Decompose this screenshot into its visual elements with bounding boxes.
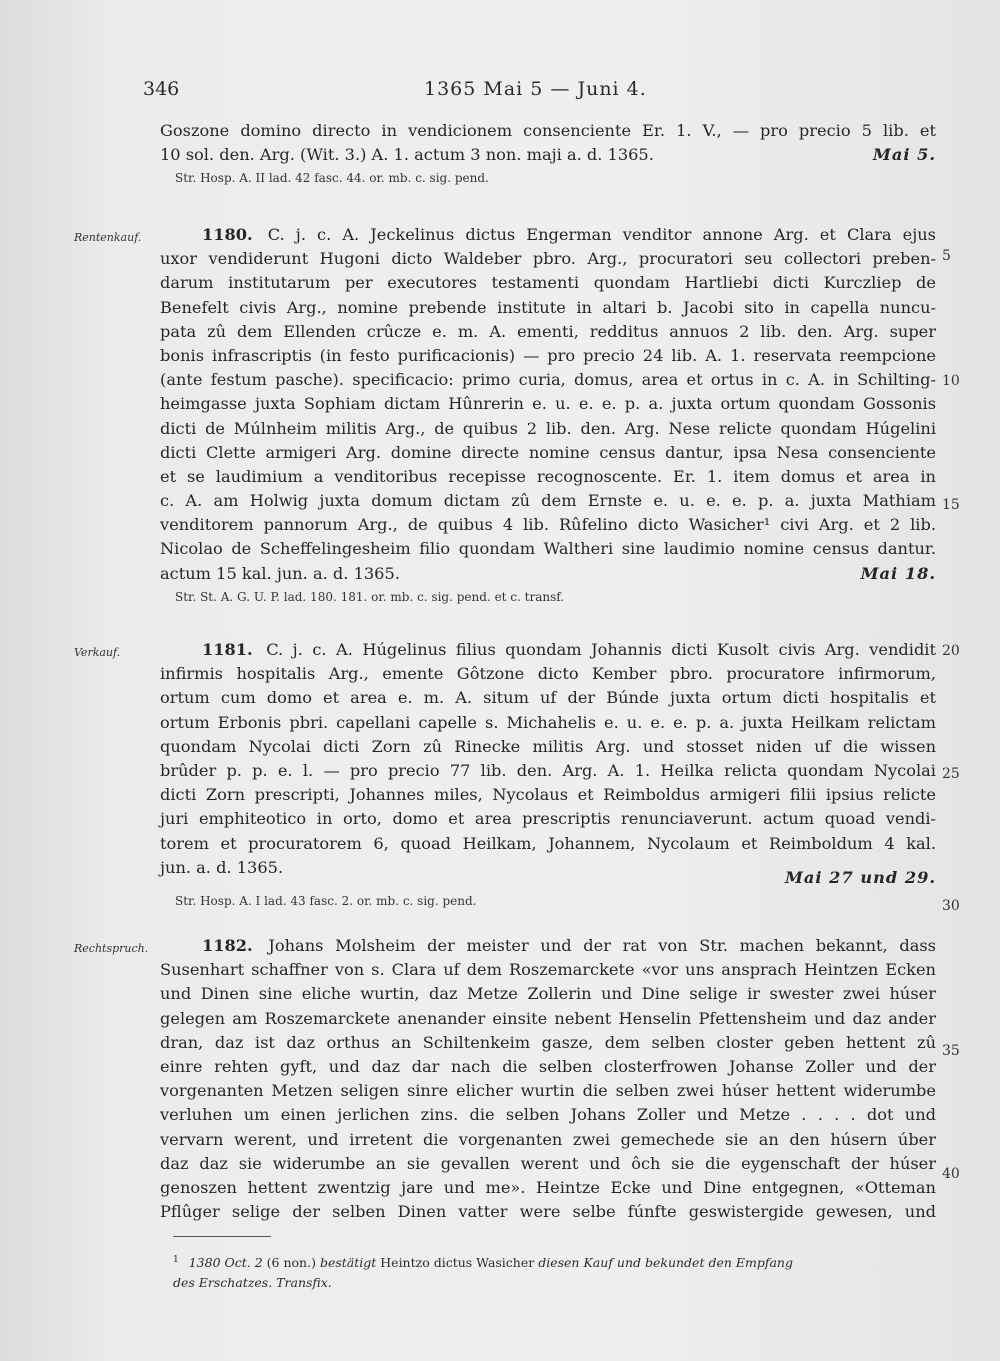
text-line: uxor vendiderunt Hugoni dicto Waldeber pbro. Arg., procuratori seu collectori preben- — [160, 249, 936, 269]
text-line: darum institutarum per executores testamenti quondam Hartliebi dicti Kurczliep de — [160, 273, 936, 293]
footnote-text: bestätigt — [319, 1255, 377, 1271]
text-line: dicti de Múlnheim militis Arg., de quibus 2 lib. den. Arg. Nese relicte quondam Húgelini — [160, 418, 936, 438]
text-line: dicti Clette armigeri Arg. domine directe nomine census dantur, ipsa Nesa consenciente — [160, 442, 936, 462]
carryover-text — [160, 119, 936, 189]
text-line-content: actum 15 kal. jun. a. d. 1365. — [160, 563, 400, 583]
line-number: 20 — [942, 643, 960, 659]
text-line — [160, 223, 936, 247]
footnote-text: des Erschatzes. Transfix. — [173, 1275, 332, 1291]
entry-1180 — [160, 223, 936, 608]
text-line — [160, 143, 936, 167]
text-line-content: Johans Molsheim der meister und der rat von Str. machen bekannt, dass — [268, 936, 936, 955]
entry-number: 1180. — [202, 225, 253, 244]
entry-1181 — [160, 638, 936, 912]
text-line — [160, 562, 936, 586]
footnote-date: 1380 Oct. 2 — [188, 1255, 263, 1271]
text-line: c. A. am Holwig juxta domum dictam zû dem Ernste e. u. e. e. p. a. juxta Mathiam — [160, 491, 936, 511]
entry-number: 1181. — [202, 640, 253, 659]
line-number: 5 — [942, 248, 951, 264]
text-line — [160, 856, 936, 890]
text-line: et se laudimium a venditoribus recepisse recognoscente. Er. 1. item domus et area in — [160, 466, 936, 486]
text-line: Nicolao de Scheffelingesheim filio quondam Waltheri sine laudimio nomine census dantur. — [160, 539, 936, 559]
line-number: 15 — [942, 497, 960, 513]
footnote-line — [173, 1273, 953, 1293]
text-line: pata zû dem Ellenden crûcze e. m. A. ementi, redditus annuos 2 lib. den. Arg. super — [160, 321, 936, 341]
line-number: 30 — [942, 898, 960, 914]
footnote-line — [173, 1250, 953, 1273]
source-citation: Str. Hosp. A. II lad. 42 fasc. 44. or. mb. c. sig. pend. — [175, 171, 489, 186]
text-line: und Dinen sine eliche wurtin, daz Metze Zollerin und Dine selige ir swester zwei húser — [160, 984, 936, 1004]
date-marker: Mai 5. — [872, 145, 936, 165]
text-line: einre rehten gyft, und daz dar nach die selben closterfrowen Johanse Zoller und der — [160, 1056, 936, 1076]
text-line-content: 10 sol. den. Arg. (Wit. 3.) A. 1. actum 3 non. maji a. d. 1365. — [160, 145, 654, 165]
footnote-text: Heintzo dictus Wasicher — [380, 1255, 535, 1271]
margin-note: Rentenkauf. — [74, 231, 142, 244]
text-line: ortum cum domo et area e. m. A. situm uf der Búnde juxta ortum dicti hospitalis et — [160, 688, 936, 708]
text-line: brûder p. p. e. l. — pro precio 77 lib. den. Arg. A. 1. Heilka relicta quondam Nycolai — [160, 760, 936, 780]
text-line: venditorem pannorum Arg., de quibus 4 lib. Rûfelino dicto Wasicher¹ civi Arg. et 2 lib. — [160, 515, 936, 535]
entry-1182 — [160, 934, 936, 1224]
date-marker: Mai 27 und 29. — [784, 867, 936, 887]
footnote-marker: 1 — [173, 1255, 179, 1265]
text-line-content: C. j. c. A. Húgelinus filius quondam Johannis dicti Kusolt civis Arg. vendidit — [266, 640, 936, 659]
text-line: (ante festum pasche). specificacio: primo curia, domus, area et ortus in c. A. in Schilting- — [160, 370, 936, 390]
footnote-rule — [173, 1236, 271, 1237]
margin-note: Rechtspruch. — [74, 942, 149, 955]
footnote — [173, 1250, 953, 1293]
text-line: quondam Nycolai dicti Zorn zû Rinecke militis Arg. und stosset niden uf die wissen — [160, 736, 936, 756]
text-line: juri emphiteotico in orto, domo et area prescriptis renunciaverunt. actum quoad vendi- — [160, 809, 936, 829]
text-line: Susenhart schaffner von s. Clara uf dem Roszemarckete «vor uns ansprach Heintzen Ecken — [160, 960, 936, 980]
line-number: 35 — [942, 1043, 960, 1059]
footnote-text: (6 non.) — [266, 1255, 316, 1271]
text-line: bonis infrascriptis (in festo purificacionis) — pro precio 24 lib. A. 1. reservata reempcione — [160, 345, 936, 365]
text-line-content: jun. a. d. 1365. — [160, 857, 284, 877]
line-number: 10 — [942, 373, 960, 389]
text-line: heimgasse juxta Sophiam dictam Hûnrerin e. u. e. e. p. a. juxta ortum quondam Gossonis — [160, 394, 936, 414]
text-line: Pflûger selige der selben Dinen vatter were selbe fúnfte geswistergide gewesen, und — [160, 1202, 936, 1222]
text-line: verluhen um einen jerlichen zins. die selben Johans Zoller und Metze . . . . dot und — [160, 1105, 936, 1125]
running-title: 1365 Mai 5 — Juni 4. — [424, 78, 647, 100]
text-line — [160, 934, 936, 958]
text-line — [160, 638, 936, 662]
line-number: 40 — [942, 1166, 960, 1182]
text-line: gelegen am Roszemarckete anenander einsite nebent Henselin Pfettensheim und daz ander — [160, 1008, 936, 1028]
text-line: genoszen hettent zwentzig jare und me». Heintze Ecke und Dine entgegnen, «Otteman — [160, 1177, 936, 1197]
text-line: dicti Zorn prescripti, Johannes miles, Nycolaus et Reimboldus armigeri filii ipsius relicte — [160, 785, 936, 805]
text-line: infirmis hospitalis Arg., emente Gôtzone dicto Kember pbro. procuratore infirmorum, — [160, 664, 936, 684]
text-line: vervarn werent, und irretent die vorgenanten zwei gemechede sie an den húsern úber — [160, 1129, 936, 1149]
text-line: torem et procuratorem 6, quoad Heilkam, Johannem, Nycolaum et Reimboldum 4 kal. — [160, 833, 936, 853]
margin-note: Verkauf. — [74, 646, 121, 659]
footnote-text: diesen Kauf und bekundet den Empfang — [538, 1255, 793, 1271]
source-citation: Str. Hosp. A. I lad. 43 fasc. 2. or. mb. c. sig. pend. — [175, 893, 477, 908]
text-line: Benefelt civis Arg., nomine prebende institute in altari b. Jacobi sito in capella nuncu- — [160, 297, 936, 317]
entry-number: 1182. — [202, 936, 253, 955]
text-line: vorgenanten Metzen seligen sinre elicher wurtin die selben zwei húser hettent widerumbe — [160, 1081, 936, 1101]
text-line: daz daz sie widerumbe an sie gevallen werent und ôch sie die eygenschaft der húser — [160, 1153, 936, 1173]
text-line-content: C. j. c. A. Jeckelinus dictus Engerman venditor annone Arg. et Clara ejus — [267, 225, 936, 244]
text-line: ortum Erbonis pbri. capellani capelle s. Michahelis e. u. e. e. p. a. juxta Heilkam relictam — [160, 712, 936, 732]
text-line: dran, daz ist daz orthus an Schiltenkeim gasze, dem selben closter geben hettent zû — [160, 1032, 936, 1052]
page-number: 346 — [143, 78, 180, 100]
text-line: Goszone domino directo in vendicionem consenciente Er. 1. V., — pro precio 5 lib. et — [160, 121, 936, 140]
source-citation: Str. St. A. G. U. P. lad. 180. 181. or. mb. c. sig. pend. et c. transf. — [175, 589, 565, 604]
date-marker: Mai 18. — [860, 563, 936, 583]
line-number: 25 — [942, 766, 960, 782]
